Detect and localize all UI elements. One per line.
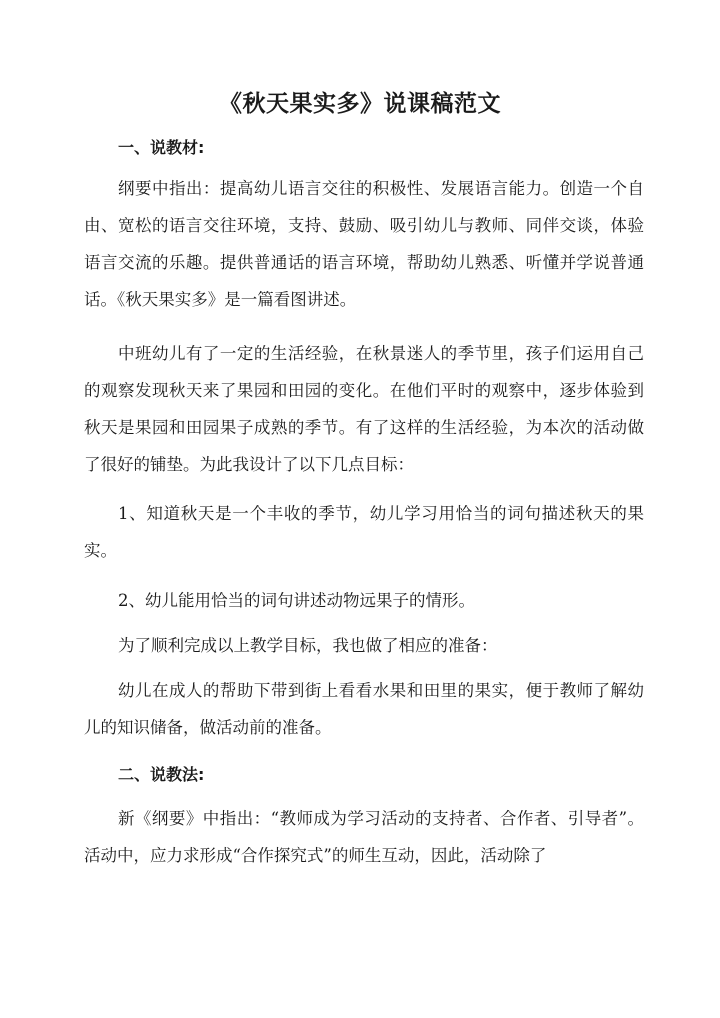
paragraph-preparation-intro: 为了顺利完成以上教学目标，我也做了相应的准备： bbox=[118, 636, 498, 655]
document-title: 《秋天果实多》说课稿范文 bbox=[219, 91, 501, 117]
section-heading-materials: 一、说教材: bbox=[118, 138, 205, 157]
paragraph-preparation-detail: 幼儿在成人的帮助下带到街上看看水果和田里的果实，便于教师了解幼儿的知识储备，做活动前的准备。 bbox=[84, 681, 644, 737]
paragraph-goal-1: 1、知道秋天是一个丰收的季节，幼儿学习用恰当的词句描述秋天的果实。 bbox=[84, 504, 644, 560]
paragraph-class-background: 中班幼儿有了一定的生活经验，在秋景迷人的季节里，孩子们运用自己的观察发现秋天来了果园和田园的变化。在他们平时的观察中，逐步体验到秋天是果园和田园果子成熟的季节。有了这样的生活经验，为本次的活动做了很好的铺垫。为此我设计了以下几点目标： bbox=[84, 344, 644, 474]
section-heading-methods: 二、说教法: bbox=[118, 765, 205, 784]
paragraph-outline-requirements: 纲要中指出：提高幼儿语言交往的积极性、发展语言能力。创造一个自由、宽松的语言交往环境，支持、鼓励、吸引幼儿与教师、同伴交谈，体验语言交流的乐趣。提供普通话的语言环境，帮助幼儿熟悉、听懂并学说普通话。《秋天果实多》是一篇看图讲述。 bbox=[84, 179, 644, 309]
paragraph-goal-2: 2、幼儿能用恰当的词句讲述动物远果子的情形。 bbox=[118, 591, 475, 610]
paragraph-methods-intro: 新《纲要》中指出：“教师成为学习活动的支持者、合作者、引导者”。活动中，应力求形成“合作探究式”的师生互动，因此，活动除了 bbox=[84, 809, 644, 865]
